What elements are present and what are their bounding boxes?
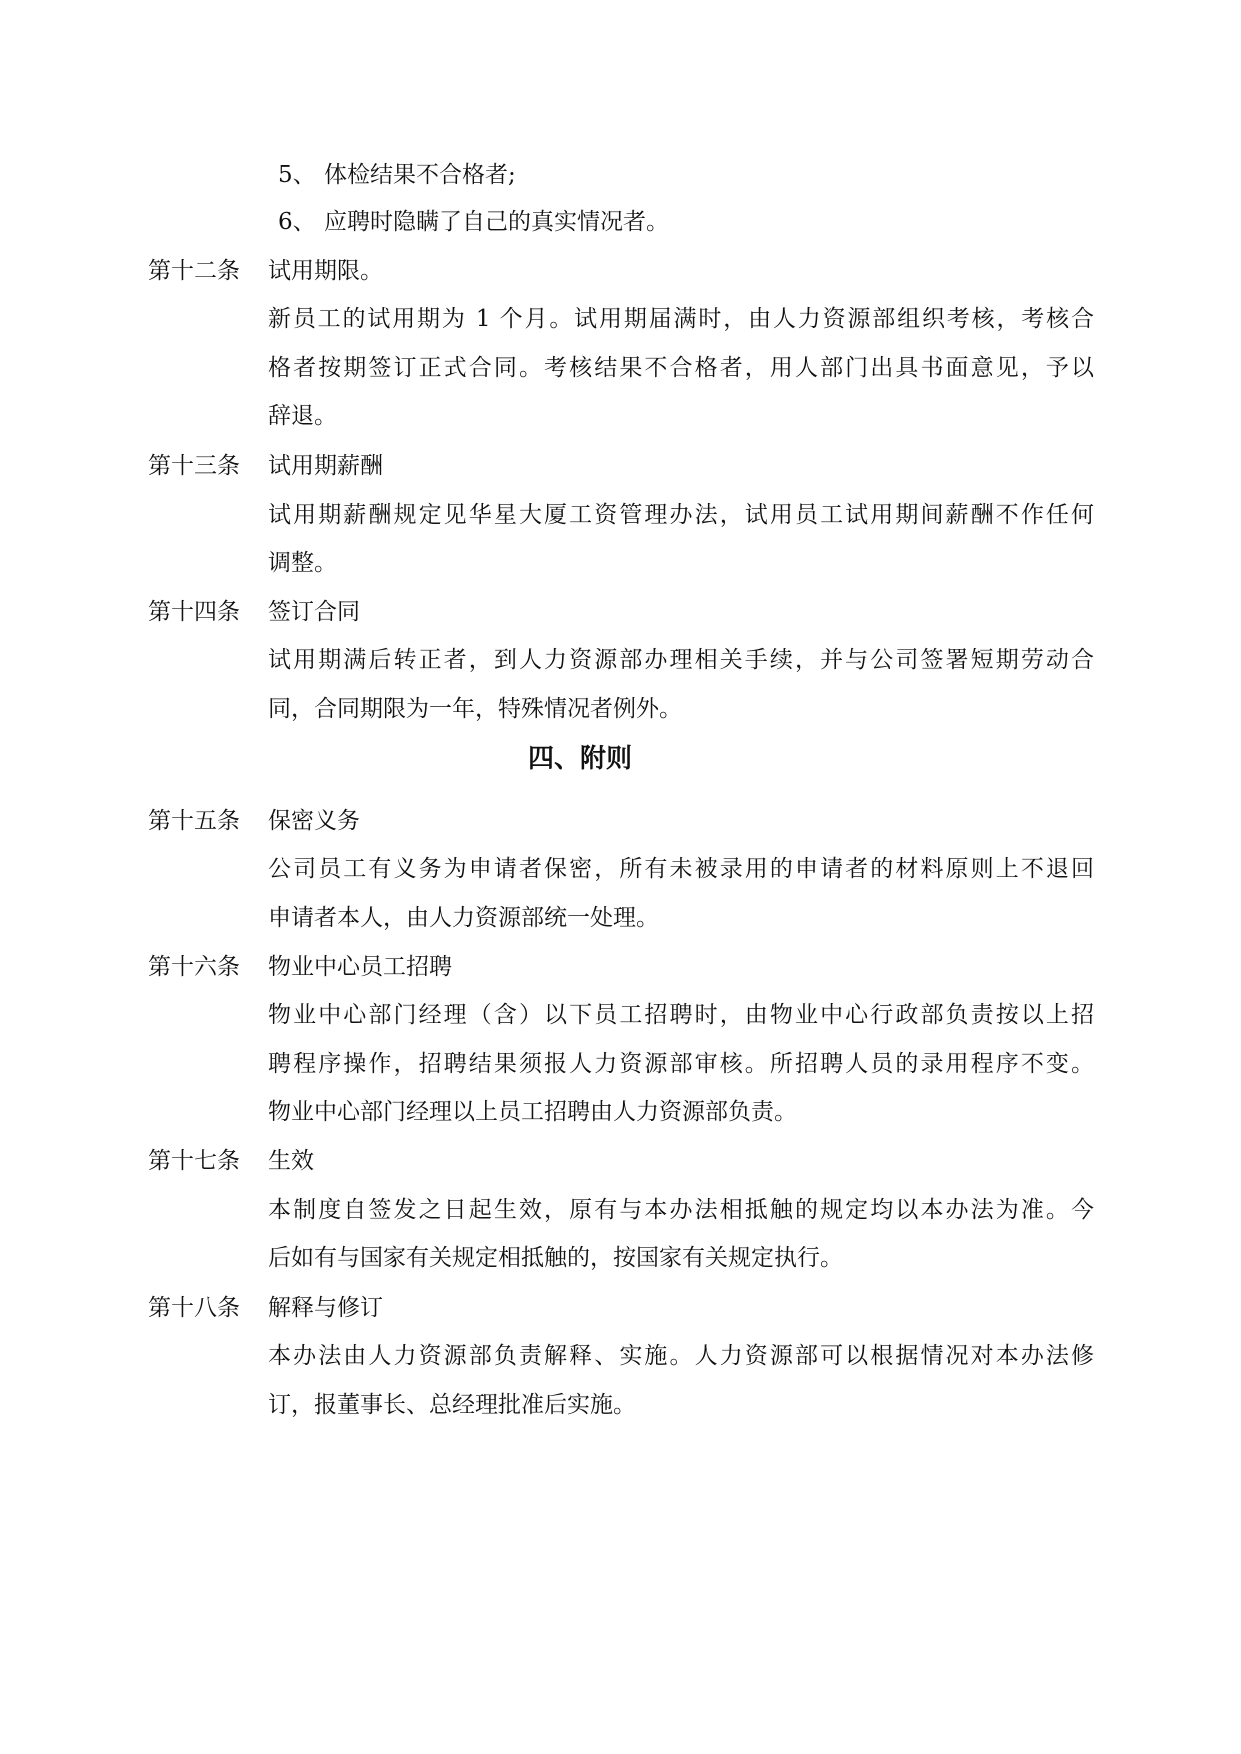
section-heading: 四、附则 <box>527 744 632 774</box>
article-body-line: 本办法由人力资源部负责解释、实施。人力资源部可以根据情况对本办法修 <box>268 1343 1094 1369</box>
article-label: 第十二条 <box>148 258 240 284</box>
article-body-line: 辞退。 <box>268 403 337 429</box>
list-item-number: 5、 <box>278 162 316 188</box>
article-body-line: 物业中心部门经理（含）以下员工招聘时，由物业中心行政部负责按以上招 <box>268 1002 1094 1028</box>
list-item <box>278 207 669 237</box>
article-body-line: 调整。 <box>268 550 337 576</box>
article-label: 第十七条 <box>148 1148 240 1174</box>
article-body-line: 同，合同期限为一年，特殊情况者例外。 <box>268 696 682 722</box>
article-body-line: 新员工的试用期为 1 个月。试用期届满时，由人力资源部组织考核，考核合 <box>268 306 1094 332</box>
article-title: 试用期限。 <box>268 258 383 284</box>
article-body-line: 申请者本人，由人力资源部统一处理。 <box>268 905 659 931</box>
list-item <box>278 160 516 190</box>
article-body-line: 试用期薪酬规定见华星大厦工资管理办法，试用员工试用期间薪酬不作任何 <box>268 502 1094 528</box>
article-label: 第十三条 <box>148 453 240 479</box>
article-body-line: 公司员工有义务为申请者保密，所有未被录用的申请者的材料原则上不退回 <box>268 856 1094 882</box>
article-label: 第十六条 <box>148 954 240 980</box>
article-label: 第十五条 <box>148 808 240 834</box>
article-title: 解释与修订 <box>268 1295 383 1321</box>
article-title: 保密义务 <box>268 808 360 834</box>
list-item-number: 6、 <box>278 209 316 235</box>
article-body-line: 本制度自签发之日起生效，原有与本办法相抵触的规定均以本办法为准。今 <box>268 1197 1094 1223</box>
article-body-line: 订，报董事长、总经理批准后实施。 <box>268 1392 636 1418</box>
article-body-line: 后如有与国家有关规定相抵触的，按国家有关规定执行。 <box>268 1245 843 1271</box>
article-body-line: 聘程序操作，招聘结果须报人力资源部审核。所招聘人员的录用程序不变。 <box>268 1051 1094 1077</box>
list-item-text: 应聘时隐瞒了自己的真实情况者。 <box>324 209 669 235</box>
article-title: 试用期薪酬 <box>268 453 383 479</box>
article-label: 第十四条 <box>148 599 240 625</box>
article-title: 签订合同 <box>268 599 360 625</box>
article-label: 第十八条 <box>148 1295 240 1321</box>
article-title: 物业中心员工招聘 <box>268 954 452 980</box>
article-body-line: 试用期满后转正者，到人力资源部办理相关手续，并与公司签署短期劳动合 <box>268 647 1094 673</box>
article-title: 生效 <box>268 1148 314 1174</box>
article-body-line: 物业中心部门经理以上员工招聘由人力资源部负责。 <box>268 1099 797 1125</box>
list-item-text: 体检结果不合格者; <box>324 162 516 188</box>
article-body-line: 格者按期签订正式合同。考核结果不合格者，用人部门出具书面意见，予以 <box>268 355 1094 381</box>
